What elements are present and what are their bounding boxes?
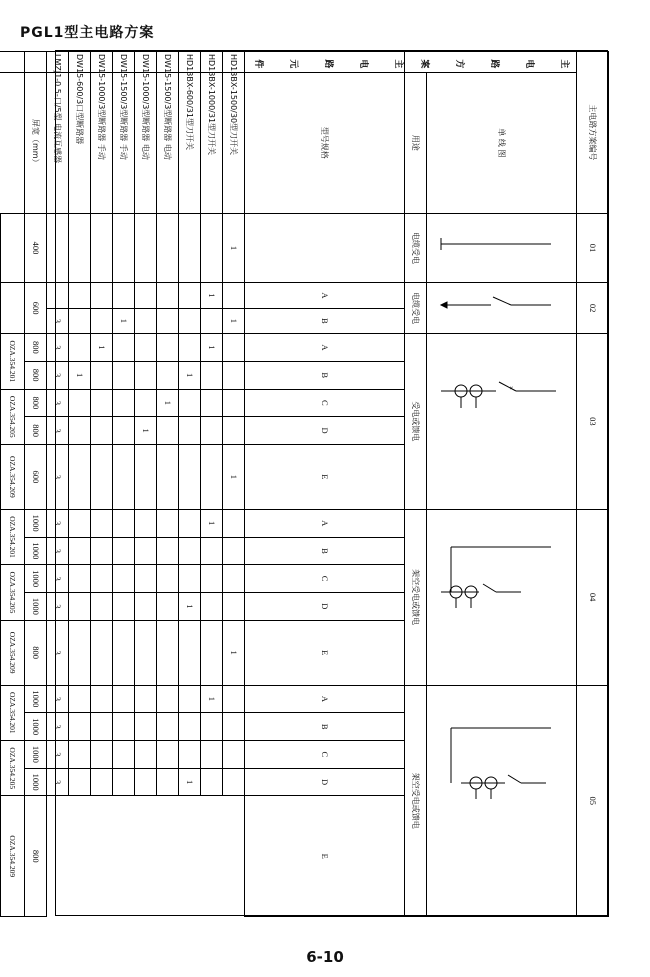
drawing-number-rows [0, 52, 25, 917]
s03-letter: E [245, 444, 405, 509]
qty-cell [113, 593, 135, 621]
qty-cell [113, 620, 135, 685]
qty-cell [157, 537, 179, 565]
page-number: 6-10 [306, 948, 344, 966]
qty-cell [201, 417, 223, 445]
qty-cell [91, 283, 113, 308]
qty-cell [113, 741, 135, 769]
qty-cell [113, 768, 135, 796]
qty-cell [113, 685, 135, 713]
qty-cell: 3 [47, 334, 69, 362]
qty-cell [113, 444, 135, 509]
drawing-no-cell [0, 685, 1, 740]
qty-cell: 3 [47, 361, 69, 389]
s02-letter-b: B [245, 308, 405, 333]
qty-cell: 1 [201, 334, 223, 362]
qty-cell [69, 741, 91, 769]
qty-cell: 1 [201, 283, 223, 308]
width-03: 600 [25, 444, 47, 509]
qty-cell [135, 593, 157, 621]
component-name: HD13BX-600/31型刀开关 [179, 52, 201, 73]
drawing-no-cell: OZA.354.205 [1, 565, 25, 620]
qty-cell [179, 685, 201, 713]
usage-02: 电缆受电 [405, 283, 427, 334]
qty-cell [135, 620, 157, 685]
drawing-no-cell [0, 334, 1, 389]
qty-cell [113, 537, 135, 565]
s04-letter: C [245, 565, 405, 593]
qty-cell [157, 685, 179, 713]
s05-letter: A [245, 685, 405, 713]
diagram-01 [427, 213, 577, 282]
qty-cell [201, 768, 223, 796]
drawing-no-cell [0, 444, 1, 509]
qty-cell [47, 213, 69, 282]
scheme-no-04: 04 [577, 509, 609, 685]
qty-cell: 3 [47, 537, 69, 565]
qty-cell [91, 509, 113, 537]
component-name: LMZJ1-0.5-口/5型 电流互感器 [47, 52, 69, 73]
qty-cell [157, 509, 179, 537]
drawing-no-cell [0, 509, 1, 564]
drawing-no-cell [0, 620, 1, 685]
qty-cell [201, 308, 223, 333]
qty-cell [179, 283, 201, 308]
s05-letter: E [245, 796, 405, 917]
s04-letter: D [245, 593, 405, 621]
width-04: 1000 [25, 593, 47, 621]
qty-cell [157, 361, 179, 389]
qty-cell [69, 389, 91, 417]
width-04: 800 [25, 620, 47, 685]
qty-cell: 1 [91, 334, 113, 362]
qty-cell [179, 565, 201, 593]
qty-cell [69, 509, 91, 537]
qty-cell [157, 334, 179, 362]
diagram-03 [427, 334, 577, 510]
qty-cell: 3 [47, 593, 69, 621]
qty-cell [179, 444, 201, 509]
qty-cell [223, 741, 245, 769]
width-03: 800 [25, 334, 47, 362]
s04-letter: E [245, 620, 405, 685]
drawing-no-cell [1, 213, 25, 282]
single-line-header: 单 线 图 [427, 72, 577, 213]
qty-cell [179, 713, 201, 741]
qty-cell: 3 [47, 768, 69, 796]
qty-cell [91, 213, 113, 282]
usage-01: 电缆受电 [405, 213, 427, 282]
s04-letter: B [245, 537, 405, 565]
qty-cell [201, 713, 223, 741]
qty-cell [135, 361, 157, 389]
qty-cell: 1 [223, 444, 245, 509]
qty-cell: 3 [47, 444, 69, 509]
width-03: 800 [25, 361, 47, 389]
qty-cell: 1 [179, 768, 201, 796]
page-title: PGL1型主电路方案 [20, 25, 155, 41]
qty-cell [223, 768, 245, 796]
drawing-no-cell: OZA.354.201 [1, 334, 25, 389]
main-parts-header: 主 电 路 元 件 [245, 52, 405, 73]
qty-cell [179, 741, 201, 769]
qty-cell: 1 [201, 685, 223, 713]
qty-cell [201, 565, 223, 593]
qty-cell [69, 537, 91, 565]
qty-cell [135, 741, 157, 769]
qty-cell [91, 389, 113, 417]
width-01: 400 [25, 213, 47, 282]
qty-cell [69, 620, 91, 685]
qty-cell [91, 713, 113, 741]
diagram-no-header [0, 72, 25, 213]
qty-cell [157, 741, 179, 769]
qty-cell [69, 685, 91, 713]
usage-header: 用途 [405, 72, 427, 213]
s03-letter: D [245, 417, 405, 445]
drawing-no-cell [0, 283, 1, 334]
qty-cell [113, 509, 135, 537]
component-rows [47, 52, 245, 917]
qty-cell [157, 620, 179, 685]
component-name: HD13BX-1000/31型刀开关 [201, 52, 223, 73]
qty-cell [223, 713, 245, 741]
usage-03: 受电或馈电 [405, 334, 427, 510]
component-name: DW15-1500/3型断路器 手动 [113, 52, 135, 73]
qty-cell: 3 [47, 685, 69, 713]
qty-cell [91, 537, 113, 565]
qty-cell [69, 565, 91, 593]
diagram-04 [427, 509, 577, 685]
qty-cell [201, 741, 223, 769]
s03-letter: B [245, 361, 405, 389]
qty-cell [157, 417, 179, 445]
drawing-no-cell: OZA.354.205 [1, 389, 25, 444]
qty-cell: 1 [223, 308, 245, 333]
diagram-05 [427, 685, 577, 916]
qty-cell [135, 283, 157, 308]
qty-cell: 3 [47, 741, 69, 769]
qty-cell: 3 [47, 417, 69, 445]
drawing-no-cell [0, 741, 1, 796]
width-05: 1000 [25, 768, 47, 796]
qty-cell [135, 308, 157, 333]
qty-cell [135, 509, 157, 537]
width-05: 1000 [25, 685, 47, 713]
qty-cell [223, 593, 245, 621]
qty-cell [157, 593, 179, 621]
qty-cell [91, 741, 113, 769]
s03-letter: C [245, 389, 405, 417]
qty-cell [179, 509, 201, 537]
qty-cell [91, 565, 113, 593]
width-04: 1000 [25, 537, 47, 565]
qty-cell [113, 713, 135, 741]
component-name: DW15-600/3口型断路器 [69, 52, 91, 73]
component-name: DW15-1500/3型断路器 电动 [157, 52, 179, 73]
qty-cell [201, 537, 223, 565]
s05-letter: C [245, 741, 405, 769]
qty-cell [113, 334, 135, 362]
diagram-02 [427, 283, 577, 334]
qty-cell [91, 308, 113, 333]
qty-cell [223, 685, 245, 713]
width-04: 1000 [25, 509, 47, 537]
qty-cell [113, 417, 135, 445]
qty-cell [113, 283, 135, 308]
width-02: 600 [25, 283, 47, 334]
qty-cell [91, 361, 113, 389]
qty-cell [201, 213, 223, 282]
s05-letter: D [245, 768, 405, 796]
drawing-no-cell: OZA.354.209 [1, 796, 25, 917]
qty-cell [201, 389, 223, 417]
qty-cell [135, 213, 157, 282]
usage-05: 架空受电或馈电 [405, 685, 427, 916]
qty-cell [201, 361, 223, 389]
qty-cell [91, 768, 113, 796]
qty-cell [223, 334, 245, 362]
qty-cell [223, 537, 245, 565]
qty-cell [157, 213, 179, 282]
drawing-no-cell: OZA.354.209 [1, 444, 25, 509]
qty-cell [69, 213, 91, 282]
qty-cell: 3 [47, 713, 69, 741]
qty-cell [91, 593, 113, 621]
qty-cell: 1 [223, 620, 245, 685]
drawing-no-cell [0, 796, 1, 917]
qty-cell: 3 [47, 509, 69, 537]
main-circuit-table [0, 51, 609, 917]
qty-cell [135, 334, 157, 362]
model-header: 型号规格 [245, 72, 405, 213]
qty-cell: 3 [47, 389, 69, 417]
scheme-table-frame [8, 50, 608, 916]
qty-cell [223, 283, 245, 308]
rotated-table [8, 51, 609, 917]
qty-cell [69, 283, 91, 308]
component-name: DW15-1000/3型断路器 手动 [91, 52, 113, 73]
svg-text:×: × [507, 386, 516, 390]
width-05: 800 [25, 796, 47, 917]
qty-cell [135, 565, 157, 593]
qty-cell [135, 537, 157, 565]
qty-cell [91, 620, 113, 685]
drawing-no-cell: OZA.354.201 [1, 509, 25, 564]
qty-cell [201, 620, 223, 685]
qty-cell [135, 444, 157, 509]
s02-letter-a: A [245, 283, 405, 308]
qty-cell [157, 565, 179, 593]
qty-cell [179, 537, 201, 565]
qty-cell [201, 593, 223, 621]
qty-cell [91, 685, 113, 713]
qty-cell [157, 768, 179, 796]
qty-cell [135, 389, 157, 417]
qty-cell: 3 [47, 620, 69, 685]
qty-cell: 3 [47, 565, 69, 593]
qty-cell [157, 308, 179, 333]
qty-cell [69, 768, 91, 796]
qty-cell [179, 389, 201, 417]
usage-04: 架空受电或馈电 [405, 509, 427, 685]
scheme-no-header: 主电路方案编号 [577, 52, 609, 214]
qty-cell [157, 444, 179, 509]
scheme-no-01: 01 [577, 213, 609, 282]
qty-cell [157, 713, 179, 741]
width-04: 1000 [25, 565, 47, 593]
s05-letter: B [245, 713, 405, 741]
qty-cell [179, 417, 201, 445]
qty-cell [113, 565, 135, 593]
width-05: 1000 [25, 741, 47, 769]
width-05: 1000 [25, 713, 47, 741]
qty-cell [69, 713, 91, 741]
qty-cell [113, 389, 135, 417]
drawing-no-cell [0, 213, 1, 282]
qty-cell [69, 334, 91, 362]
qty-cell [223, 509, 245, 537]
drawing-no-cell [0, 565, 1, 620]
qty-cell: 1 [135, 417, 157, 445]
qty-cell [69, 417, 91, 445]
qty-cell [223, 417, 245, 445]
qty-cell [135, 768, 157, 796]
width-03: 800 [25, 417, 47, 445]
qty-cell [91, 444, 113, 509]
drawing-no-cell [1, 283, 25, 334]
qty-cell [223, 389, 245, 417]
component-name: DW15-1000/3型断路器 电动 [135, 52, 157, 73]
qty-cell: 1 [179, 361, 201, 389]
qty-cell [179, 213, 201, 282]
qty-cell: 1 [113, 308, 135, 333]
qty-cell [113, 361, 135, 389]
qty-cell [135, 685, 157, 713]
qty-cell: 1 [223, 213, 245, 282]
qty-cell: 1 [201, 509, 223, 537]
qty-cell [179, 308, 201, 333]
component-name: HD13BX-1500/30型刀开关 [223, 52, 245, 73]
width-header: 屏宽（mm） [25, 72, 47, 213]
drawing-no-cell: OZA.354.201 [1, 685, 25, 740]
qty-cell [91, 417, 113, 445]
qty-cell [201, 444, 223, 509]
scheme-no-03: 03 [577, 334, 609, 510]
left-vertical-header: 主 电 路 方 案 [405, 52, 577, 73]
drawing-no-cell: OZA.354.205 [1, 741, 25, 796]
qty-cell [69, 444, 91, 509]
drawing-no-cell [0, 389, 1, 444]
qty-cell: 1 [157, 389, 179, 417]
qty-cell [113, 213, 135, 282]
drawing-no-cell: OZA.354.209 [1, 620, 25, 685]
qty-cell: 1 [69, 361, 91, 389]
qty-cell [179, 334, 201, 362]
qty-cell [179, 620, 201, 685]
scheme-no-02: 02 [577, 283, 609, 334]
scheme-no-05: 05 [577, 685, 609, 916]
width-03: 800 [25, 389, 47, 417]
qty-cell [69, 593, 91, 621]
qty-cell [223, 565, 245, 593]
qty-cell [47, 283, 69, 308]
s04-letter: A [245, 509, 405, 537]
qty-cell: 3 [47, 308, 69, 333]
s03-letter: A [245, 334, 405, 362]
qty-cell [69, 308, 91, 333]
qty-cell [223, 361, 245, 389]
qty-cell [135, 713, 157, 741]
qty-cell [157, 283, 179, 308]
qty-cell: 1 [179, 593, 201, 621]
